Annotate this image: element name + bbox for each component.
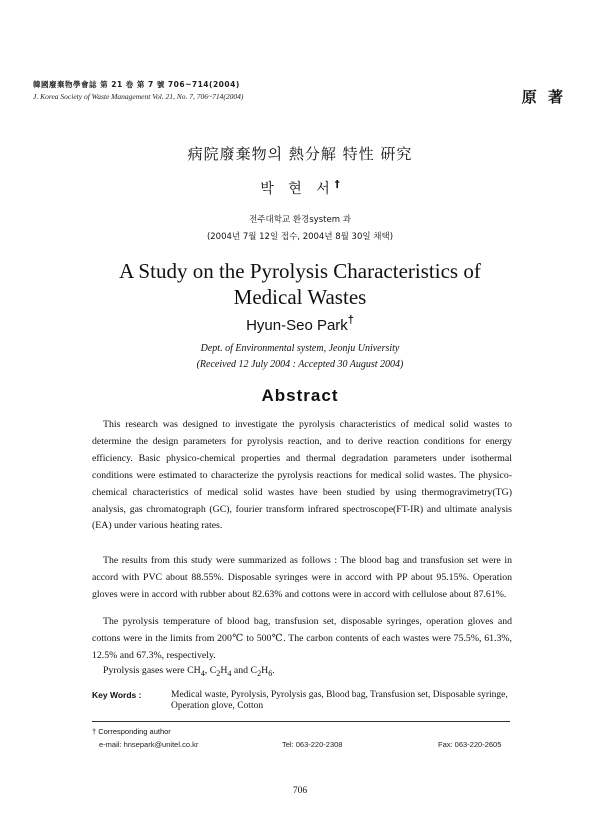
corresponding-author-note: † Corresponding author xyxy=(92,727,171,736)
abstract-paragraph-2: The results from this study were summarized as follows : The blood bag and transfusion set were in accord with PVC about 88.55%. Disposable syringes were in accord with PP about 95.15%. Operation gloves were in accord with rubber about 82.63% and cottons were in accord with cellulose about 87.61%. xyxy=(92,555,512,600)
abstract-paragraph-1: This research was designed to investigate the pyrolysis characteristics of medical solid wastes to determine the design parameters for pyrolysis reaction, and to derive reaction conditions for energy efficiency. Basic physico-chemical properties and thermal degradation parameters under isothermal conditions were estimated to characterize the pyrolysis reactions for medical solid wastes. The physico-chemical characteristics of medical solid wastes have been studied by using thermogravimetry(TG) analysis, gas chromatograph (GC), fourier transform infrared spectroscope(FT-IR) and ultimate analysis (EA) under various heating rates. xyxy=(92,419,512,532)
title-english-line2: Medical Wastes xyxy=(233,285,367,309)
telephone-number: Tel: 063-220-2308 xyxy=(282,740,343,749)
gas-ethane: $C_2H_6$ xyxy=(250,665,273,678)
author-korean-name: 박 현 서 xyxy=(260,181,335,197)
author-english xyxy=(0,314,600,334)
affiliation-english: Dept. of Environmental system, Jeonju University xyxy=(200,343,400,354)
keywords-text: Medical waste, Pyrolysis, Pyrolysis gas, Blood bag, Transfusion set, Disposable syringe, Operation glove, Cotton xyxy=(171,690,508,711)
dates-english: (Received 12 July 2004 : Accepted 30 August 2004) xyxy=(196,359,404,370)
gas-ethylene: $C_2H_4$ xyxy=(209,665,232,678)
gas-methane: $CH_4$ xyxy=(187,665,205,678)
title-english xyxy=(0,258,600,310)
abstract-paragraph-3: The pyrolysis temperature of blood bag, transfusion set, disposable syringes, operation gloves and cottons were in the limits from 200℃ to 500℃. The carbon contents of each wastes were 75.5%, 61.3%, 12.5% and 67.3%, respectively. xyxy=(92,616,512,661)
dates-korean: (2004년 7월 12일 접수, 2004년 8월 30일 채택) xyxy=(206,232,394,242)
page-number: 706 xyxy=(292,786,308,796)
author-english-name: Hyun-Seo Park xyxy=(246,317,348,334)
journal-header-english: J. Korea Society of Waste Management Vol. 21, No. 7, 706~714(2004) xyxy=(33,92,244,101)
keywords-label: Key Words : xyxy=(92,690,142,700)
dagger-mark: † xyxy=(334,179,340,190)
title-korean: 病院廢棄物의 熱分解 特性 硏究 xyxy=(187,145,413,163)
abstract-paragraph-4: Pyrolysis gases were $CH_4$, $C_2H_4$ and $C_2H_6$. xyxy=(103,665,275,678)
abstract-heading: Abstract xyxy=(261,386,339,405)
dagger-mark-en: † xyxy=(347,314,354,326)
fax-number: Fax: 063-220-2605 xyxy=(438,740,502,749)
author-korean xyxy=(0,178,600,198)
footnote-divider xyxy=(92,721,510,722)
affiliation-korean: 전주대학교 환경system 과 xyxy=(249,215,351,225)
email-address: e-mail: hnsepark@unitel.co.kr xyxy=(99,740,199,749)
article-type-label: 原 著 xyxy=(521,88,566,106)
journal-header-korean: 韓國廢棄物學會誌 第 21 卷 第 7 號 706~714(2004) xyxy=(33,80,240,89)
title-english-line1: A Study on the Pyrolysis Characteristics of xyxy=(119,259,481,283)
keywords xyxy=(92,690,512,712)
